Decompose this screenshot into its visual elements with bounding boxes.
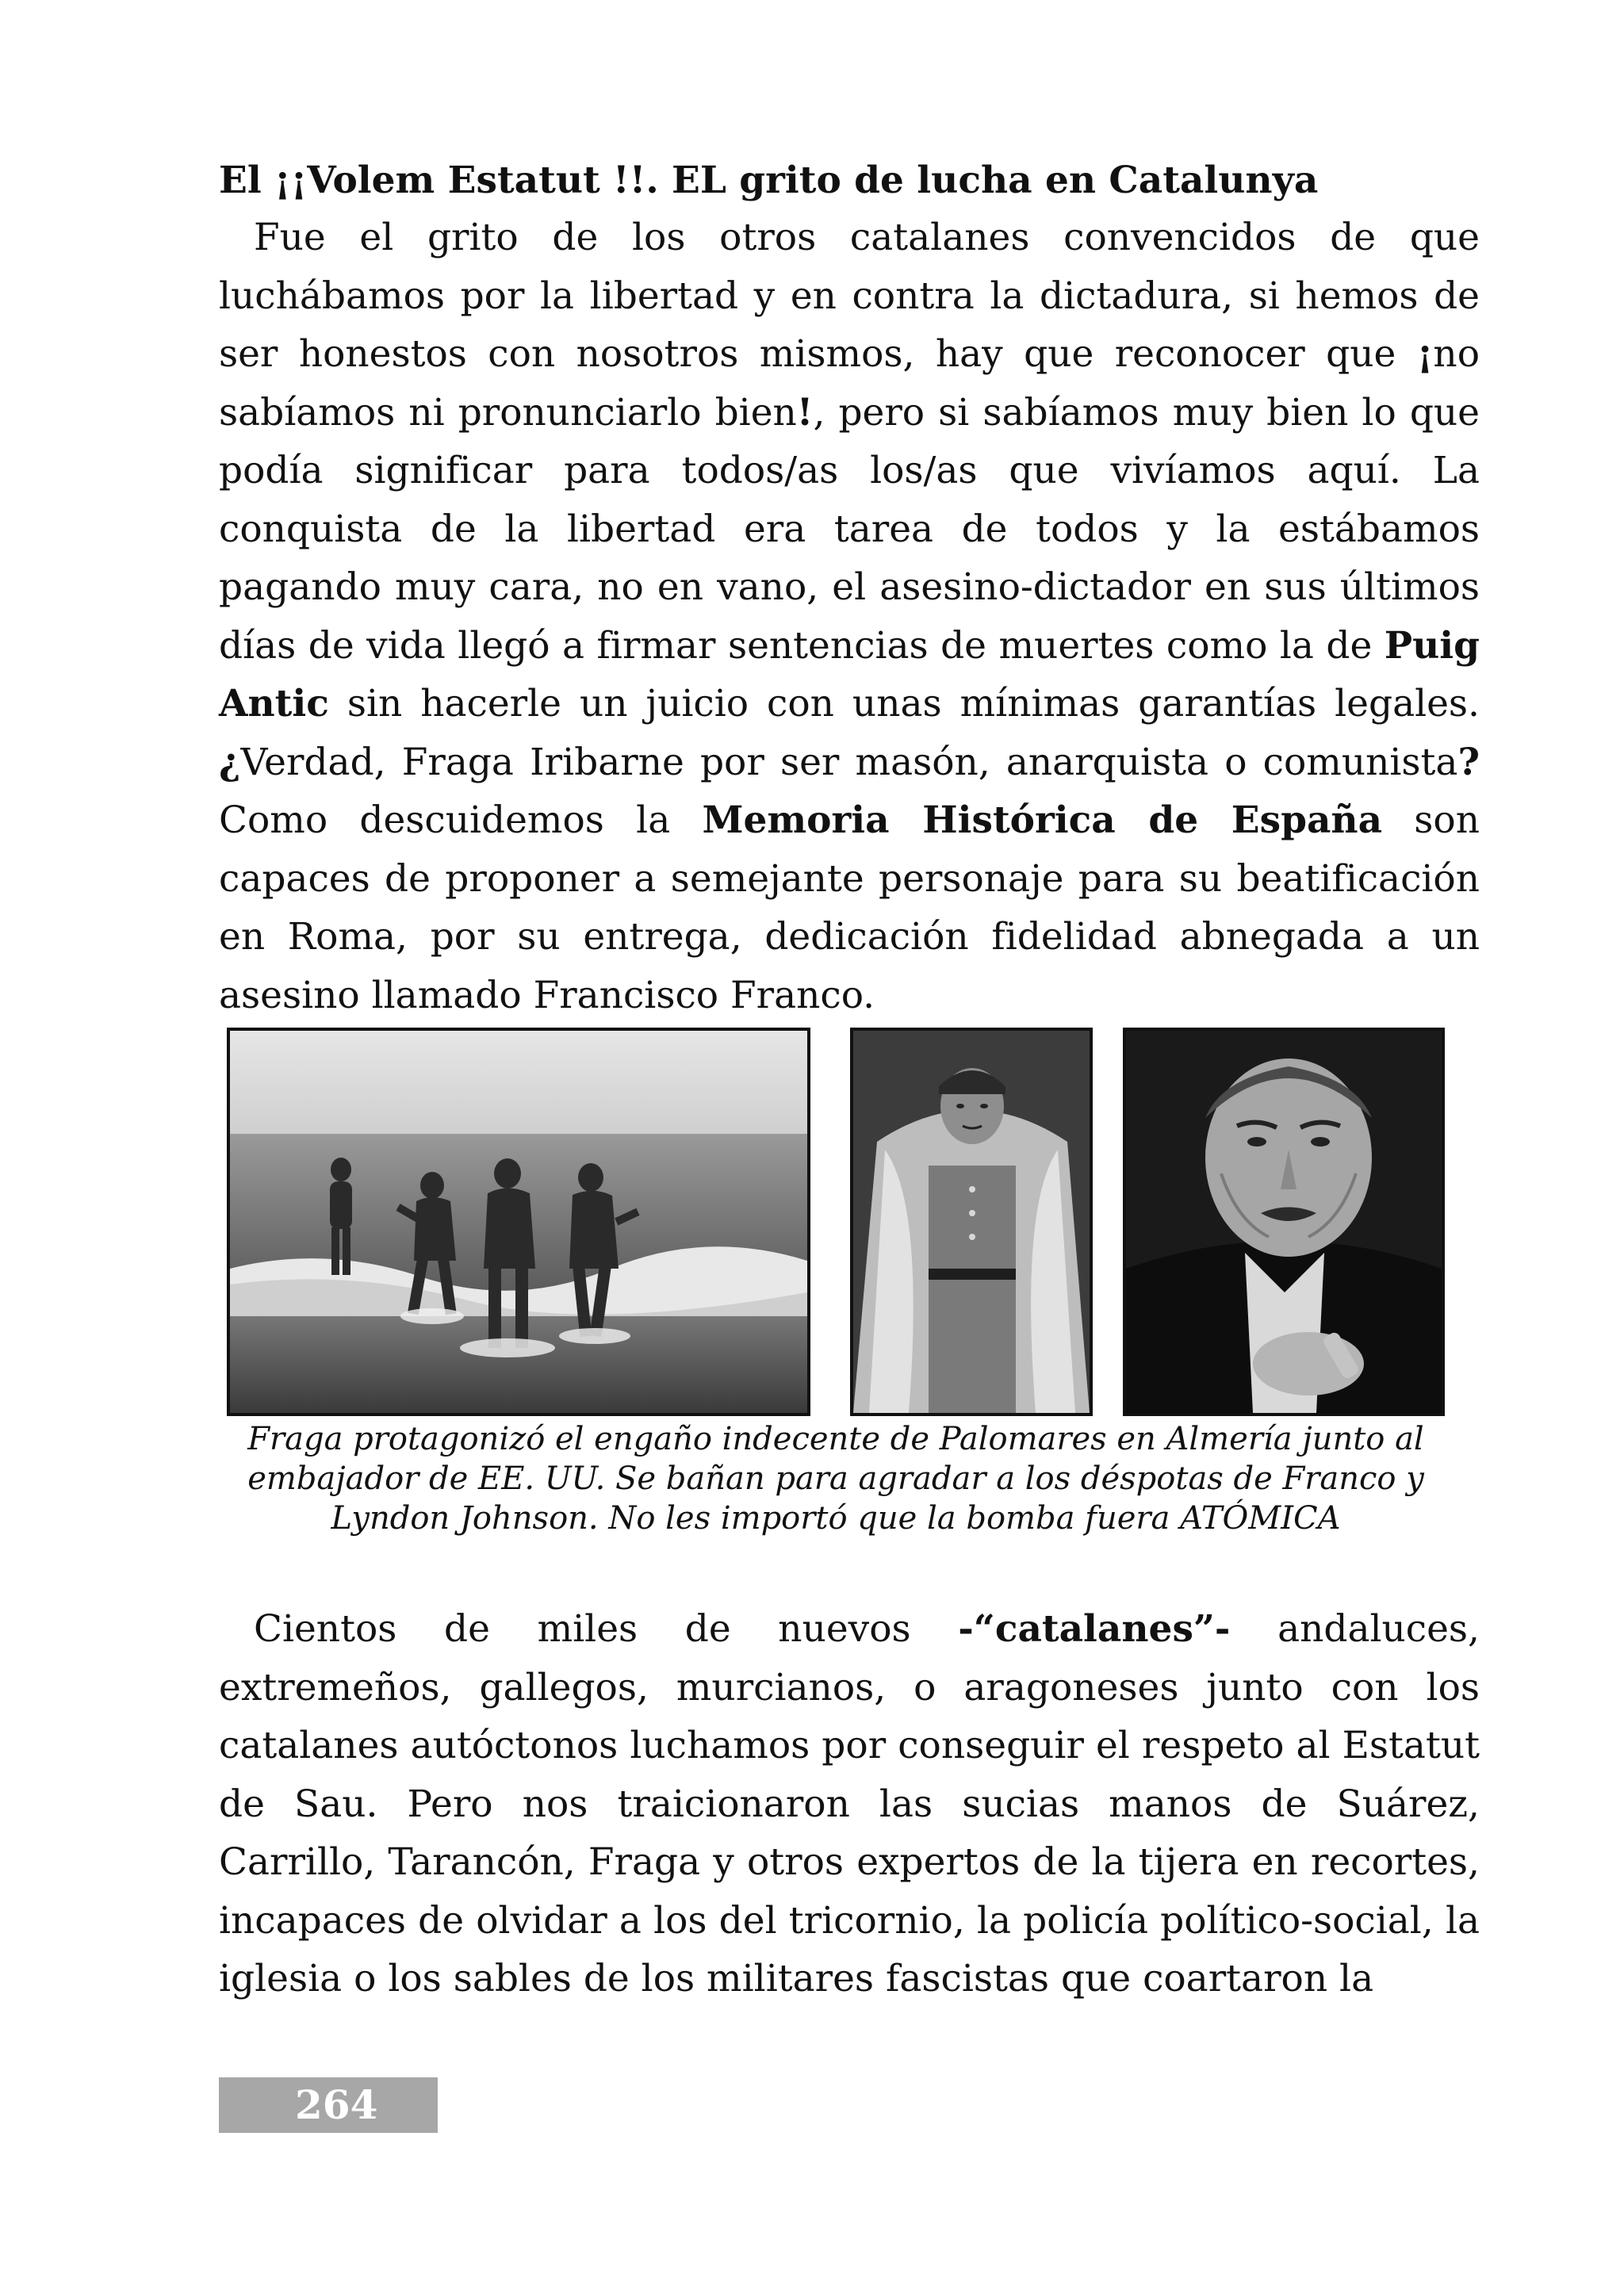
para1-text-1: Fue el grito de los otros catalanes convencidos de que luchábamos por la libertad y en contra la dictadura, si hemos de ser honestos con nosotros mismos, hay que reconocer que (219, 216, 1480, 376)
para1-text-3: , pero si sabíamos muy bien lo que podía significar para todos/as los/as que vivíamos aquí. La conquista de la libertad era tarea de todos y la estábamos pagando muy cara, no en vano, el asesino-dictador en sus últimos días de vida llegó a firmar sentencias de muertes como la de (219, 390, 1480, 668)
photo-franco-portrait (850, 1028, 1093, 1416)
para2-text-2: andaluces, extremeños, gallegos, murcianos, o aragoneses junto con los catalanes autóctonos luchamos por conseguir el respeto al Estatut de Sau. Pero nos traicionaron las sucias manos de Suárez, Carrillo, Tarancón, Fraga y otros expertos de la tijera en recortes, incapaces de olvidar a los del tricornio, la policía político-social, la iglesia o los sables de los militares fascistas que coartaron la (219, 1607, 1480, 2000)
page-number: 264 (219, 2077, 438, 2133)
para1-bold-5: ? (1457, 740, 1480, 784)
para1-text-5: Verdad, Fraga Iribarne por ser masón, anarquista o comunista (240, 740, 1458, 784)
para1-text-6: Como descuidemos la (219, 798, 703, 842)
caption-line-1: Fraga protagonizó el engaño indecente de Palomares en Almería junto al (247, 1421, 1424, 1457)
para1-bold-1: ¡ (1416, 332, 1434, 376)
caption-line-3: Lyndon Johnson. No les importó que la bomba fuera ATÓMICA (331, 1500, 1341, 1537)
para1-text-2: no sabíamos ni pronunciarlo bien (219, 332, 1480, 435)
para1-text-4: sin hacerle un juicio con unas mínimas garantías legales. (328, 682, 1480, 725)
para1-text-7: son capaces de proponer a semejante personaje para su beatificación en Roma, por su entrega, dedicación fidelidad abnegada a un asesino llamado Francisco Franco. (219, 798, 1480, 1017)
body-paragraph-1 (219, 209, 1480, 1024)
photo-johnson-portrait (1123, 1028, 1445, 1416)
para1-bold-2: ! (796, 390, 814, 435)
para1-bold-memoria: Memoria Histórica de España (702, 798, 1383, 842)
para2-bold-catalanes: -“catalanes”- (958, 1607, 1231, 1651)
caption-line-2: embajador de EE. UU. Se bañan para agradar a los déspotas de Franco y (247, 1460, 1424, 1497)
photo-caption (227, 1419, 1445, 1538)
body-paragraph-2 (219, 1600, 1480, 2008)
para2-text-1: Cientos de miles de nuevos (254, 1607, 959, 1651)
section-heading: El ¡¡Volem Estatut !!. EL grito de lucha en Catalunya (219, 159, 1319, 202)
para1-bold-4: ¿ (219, 740, 241, 784)
para1-bold-puig-antic: Puig Antic (219, 623, 1480, 725)
photo-beach-bathers (227, 1028, 810, 1416)
